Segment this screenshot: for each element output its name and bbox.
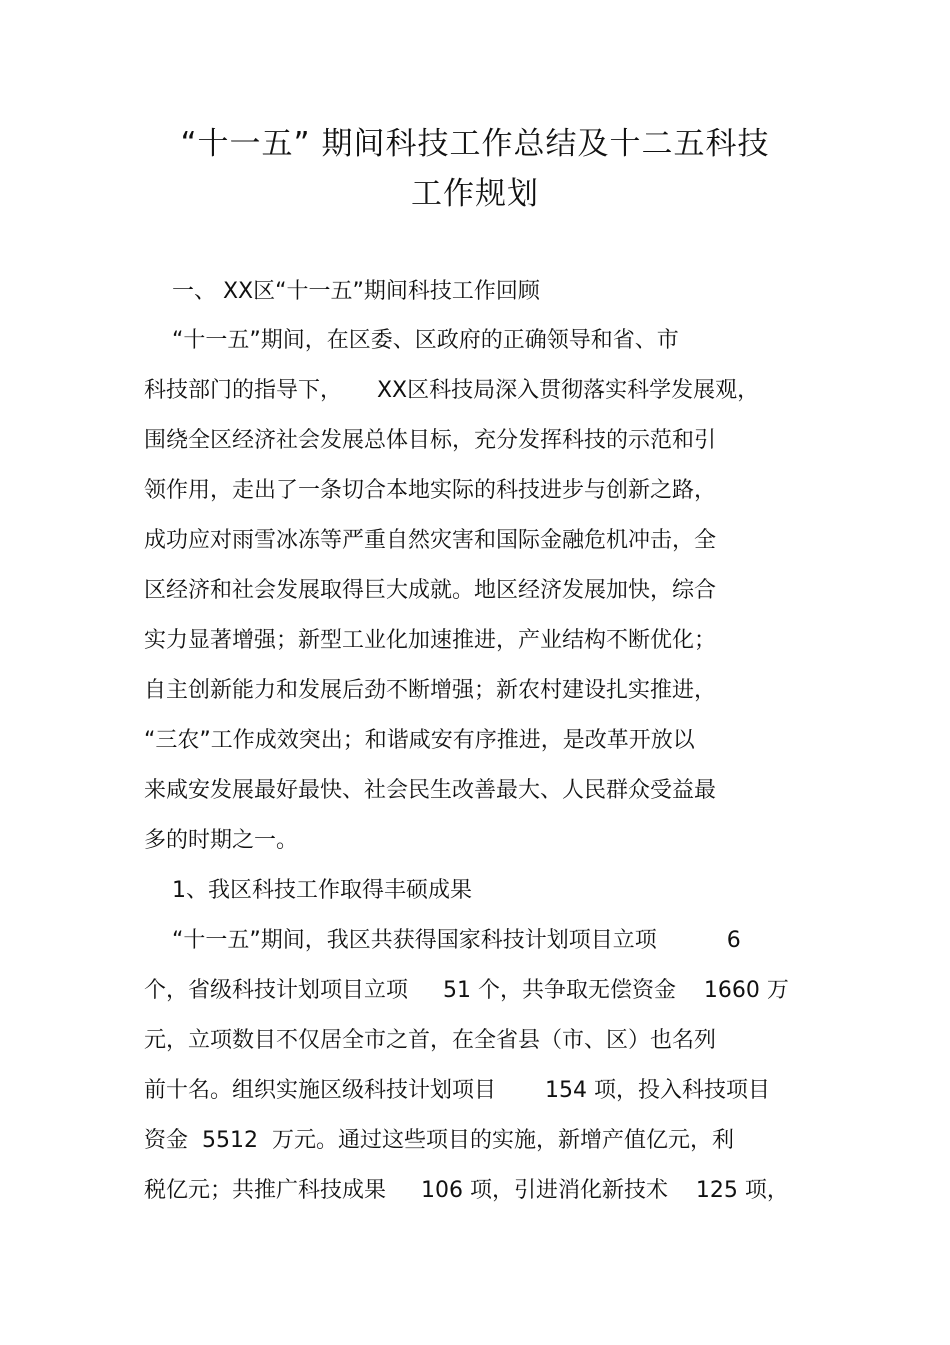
paragraph-line: “十一五”期间，我区共获得国家科技计划项目立项 6 bbox=[144, 928, 741, 953]
paragraph-line: “三农”工作成效突出；和谐咸安有序推进，是改革开放以 bbox=[144, 728, 695, 753]
document-title-line-1: “十一五” 期间科技工作总结及十二五科技 bbox=[180, 126, 770, 162]
paragraph-line: 自主创新能力和发展后劲不断增强；新农村建设扎实推进， bbox=[144, 678, 717, 703]
paragraph-line: 围绕全区经济社会发展总体目标，充分发挥科技的示范和引 bbox=[144, 428, 717, 453]
paragraph-line: 领作用，走出了一条切合本地实际的科技进步与创新之路， bbox=[144, 478, 717, 503]
section-heading: 一、 XX区“十一五”期间科技工作回顾 bbox=[144, 279, 540, 304]
paragraph-line: 资金 5512 万元。通过这些项目的实施，新增产值亿元，利 bbox=[144, 1128, 734, 1153]
paragraph-line: “十一五”期间，在区委、区政府的正确领导和省、市 bbox=[144, 328, 679, 353]
paragraph-line: 来咸安发展最好最快、社会民生改善最大、人民群众受益最 bbox=[144, 778, 717, 803]
paragraph-line: 元，立项数目不仅居全市之首，在全省县（市、区）也名列 bbox=[144, 1028, 717, 1053]
paragraph-line: 前十名。组织实施区级科技计划项目 154 项，投入科技项目 bbox=[144, 1078, 770, 1103]
document-title-line-2: 工作规划 bbox=[411, 176, 539, 212]
paragraph-line: 成功应对雨雪冰冻等严重自然灾害和国际金融危机冲击，全 bbox=[144, 528, 717, 553]
paragraph-line: 多的时期之一。 bbox=[144, 828, 299, 853]
paragraph-line: 个，省级科技计划项目立项 51 个，共争取无偿资金 1660 万 bbox=[144, 978, 789, 1003]
paragraph-line: 税亿元；共推广科技成果 106 项，引进消化新技术 125 项， bbox=[144, 1178, 789, 1203]
paragraph-line: 科技部门的指导下， XX区科技局深入贯彻落实科学发展观， bbox=[144, 378, 760, 403]
paragraph-line: 实力显著增强；新型工业化加速推进，产业结构不断优化； bbox=[144, 628, 717, 653]
subsection-heading: 1、我区科技工作取得丰硕成果 bbox=[144, 878, 472, 903]
paragraph-line: 区经济和社会发展取得巨大成就。地区经济发展加快，综合 bbox=[144, 578, 717, 603]
